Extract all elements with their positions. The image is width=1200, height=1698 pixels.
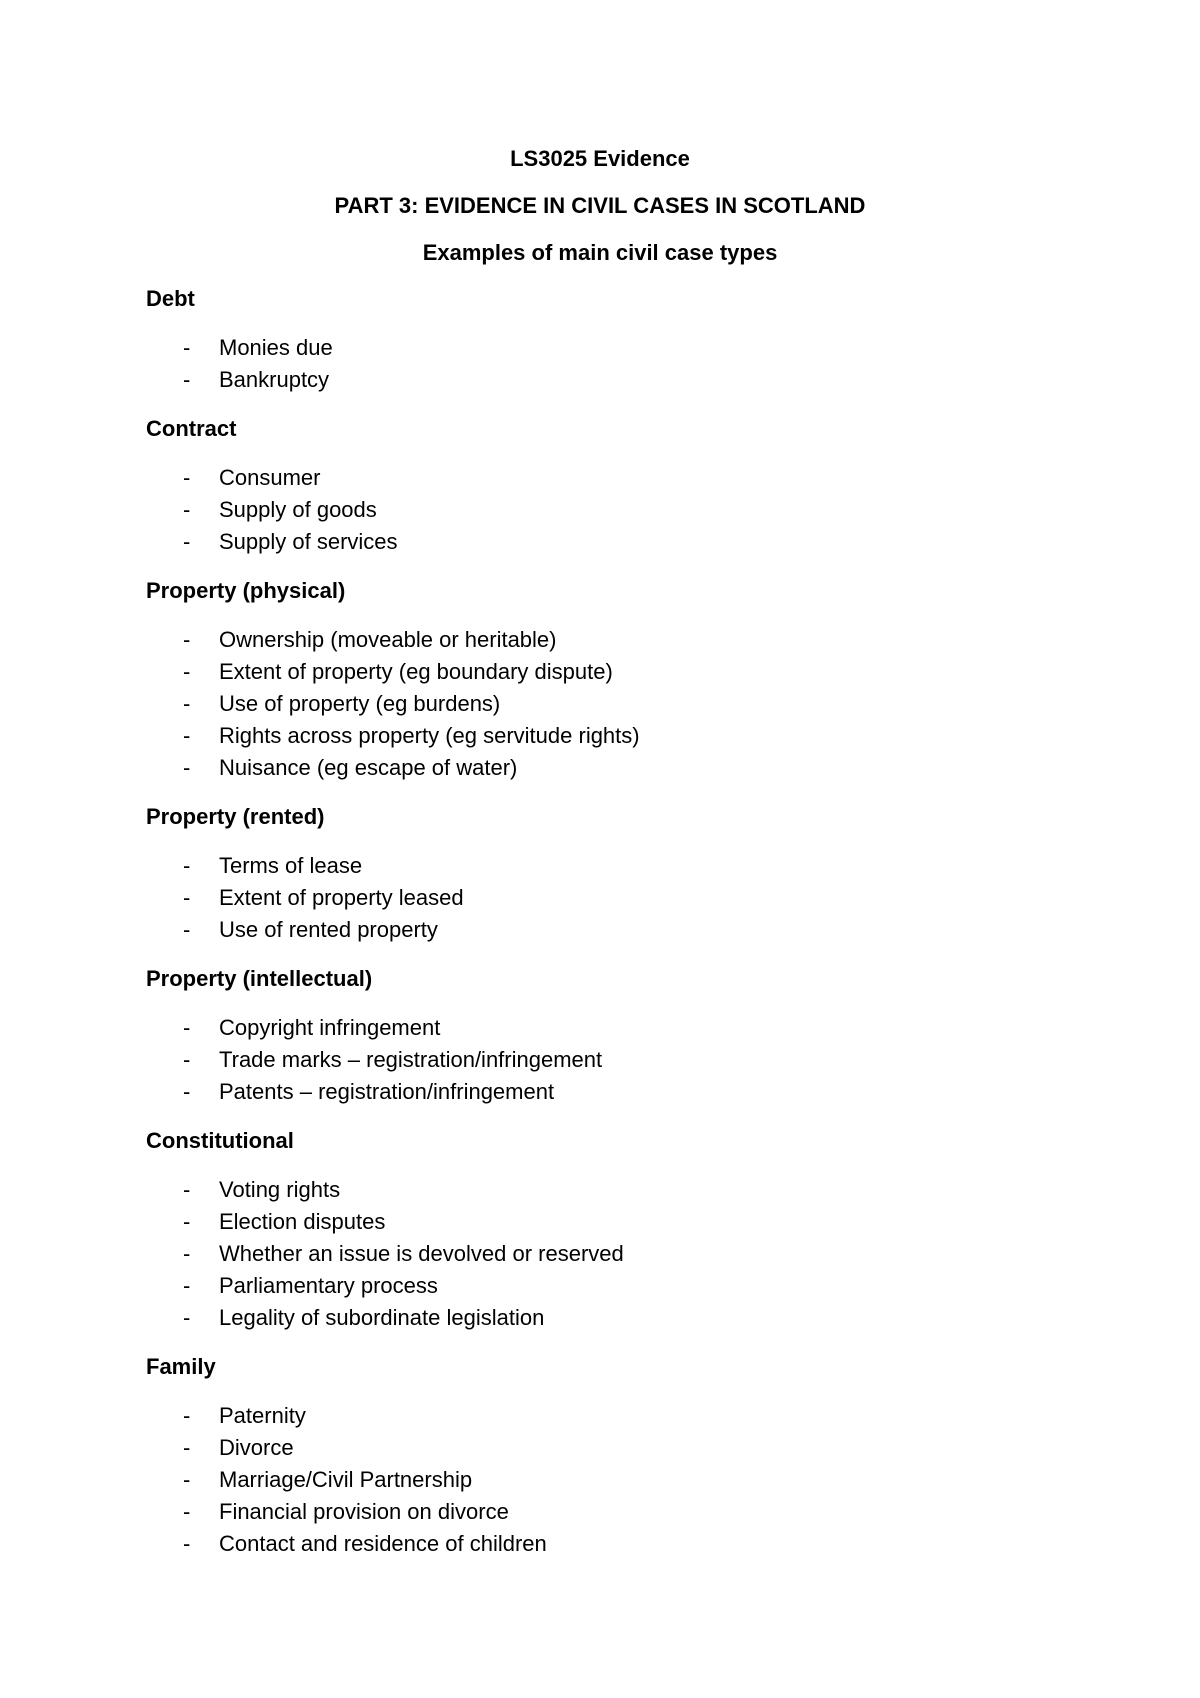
case-type-section — [146, 286, 1046, 396]
bullet-list — [146, 1400, 1046, 1560]
list-item — [146, 1206, 1046, 1238]
list-item — [146, 850, 1046, 882]
dash-bullet: - — [183, 1015, 191, 1040]
case-type-section — [146, 416, 1046, 558]
list-item-text: Use of rented property — [219, 917, 438, 942]
list-item-text: Terms of lease — [219, 853, 363, 878]
dash-bullet: - — [183, 1531, 191, 1556]
list-item — [146, 656, 1046, 688]
list-item — [146, 1432, 1046, 1464]
bullet-list — [146, 1012, 1046, 1108]
case-type-section — [146, 804, 1046, 946]
dash-bullet: - — [183, 1273, 191, 1298]
list-item-text: Supply of services — [219, 529, 398, 554]
list-item-text: Legality of subordinate legislation — [219, 1305, 545, 1330]
list-item — [146, 1270, 1046, 1302]
section-heading: Constitutional — [146, 1128, 294, 1153]
dash-bullet: - — [183, 529, 191, 554]
dash-bullet: - — [183, 723, 191, 748]
list-item-text: Voting rights — [219, 1177, 341, 1202]
section-heading: Property (intellectual) — [146, 966, 373, 991]
list-item-text: Marriage/Civil Partnership — [219, 1467, 473, 1492]
list-item — [146, 914, 1046, 946]
section-heading: Debt — [146, 286, 195, 311]
dash-bullet: - — [183, 691, 191, 716]
list-item-text: Extent of property (eg boundary dispute) — [219, 659, 613, 684]
list-item-text: Copyright infringement — [219, 1015, 441, 1040]
document-title: LS3025 Evidence — [510, 146, 690, 171]
dash-bullet: - — [183, 1499, 191, 1524]
dash-bullet: - — [183, 1079, 191, 1104]
list-item-text: Trade marks – registration/infringement — [219, 1047, 603, 1072]
section-heading: Contract — [146, 416, 237, 441]
bullet-list — [146, 624, 1046, 784]
dash-bullet: - — [183, 367, 191, 392]
list-item — [146, 1012, 1046, 1044]
list-item-text: Divorce — [219, 1435, 294, 1460]
dash-bullet: - — [183, 1177, 191, 1202]
dash-bullet: - — [183, 1435, 191, 1460]
list-item-text: Nuisance (eg escape of water) — [219, 755, 518, 780]
list-item — [146, 1174, 1046, 1206]
list-item-text: Ownership (moveable or heritable) — [219, 627, 557, 652]
list-item — [146, 1238, 1046, 1270]
list-item — [146, 1496, 1046, 1528]
dash-bullet: - — [183, 1209, 191, 1234]
dash-bullet: - — [183, 755, 191, 780]
dash-bullet: - — [183, 1467, 191, 1492]
list-item — [146, 462, 1046, 494]
list-item-text: Supply of goods — [219, 497, 377, 522]
section-heading: Family — [146, 1354, 216, 1379]
list-item-text: Use of property (eg burdens) — [219, 691, 501, 716]
case-type-section — [146, 1354, 1046, 1560]
dash-bullet: - — [183, 335, 191, 360]
dash-bullet: - — [183, 917, 191, 942]
list-item — [146, 332, 1046, 364]
list-item-text: Paternity — [219, 1403, 306, 1428]
dash-bullet: - — [183, 497, 191, 522]
document-subtitle: PART 3: EVIDENCE IN CIVIL CASES IN SCOTLAND — [334, 193, 866, 218]
case-type-list — [146, 286, 1046, 1580]
document-heading: Examples of main civil case types — [422, 240, 778, 265]
bullet-list — [146, 332, 1046, 396]
list-item-text: Bankruptcy — [219, 367, 330, 392]
list-item — [146, 1076, 1046, 1108]
list-item-text: Financial provision on divorce — [219, 1499, 509, 1524]
list-item-text: Rights across property (eg servitude rights) — [219, 723, 640, 748]
dash-bullet: - — [183, 465, 191, 490]
section-heading: Property (physical) — [146, 578, 346, 603]
dash-bullet: - — [183, 853, 191, 878]
list-item — [146, 1528, 1046, 1560]
list-item — [146, 1464, 1046, 1496]
list-item — [146, 526, 1046, 558]
bullet-list — [146, 850, 1046, 946]
dash-bullet: - — [183, 627, 191, 652]
bullet-list — [146, 462, 1046, 558]
case-type-section — [146, 578, 1046, 784]
list-item-text: Patents – registration/infringement — [219, 1079, 555, 1104]
list-item-text: Extent of property leased — [219, 885, 464, 910]
dash-bullet: - — [183, 1305, 191, 1330]
dash-bullet: - — [183, 659, 191, 684]
case-type-section — [146, 1128, 1046, 1334]
list-item — [146, 1400, 1046, 1432]
list-item — [146, 688, 1046, 720]
list-item — [146, 1302, 1046, 1334]
list-item — [146, 624, 1046, 656]
dash-bullet: - — [183, 1241, 191, 1266]
list-item — [146, 752, 1046, 784]
dash-bullet: - — [183, 1047, 191, 1072]
list-item-text: Monies due — [219, 335, 333, 360]
list-item — [146, 1044, 1046, 1076]
dash-bullet: - — [183, 1403, 191, 1428]
dash-bullet: - — [183, 885, 191, 910]
list-item — [146, 494, 1046, 526]
case-type-section — [146, 966, 1046, 1108]
list-item — [146, 364, 1046, 396]
list-item — [146, 720, 1046, 752]
list-item-text: Election disputes — [219, 1209, 386, 1234]
list-item — [146, 882, 1046, 914]
list-item-text: Whether an issue is devolved or reserved — [219, 1241, 624, 1266]
list-item-text: Parliamentary process — [219, 1273, 438, 1298]
list-item-text: Contact and residence of children — [219, 1531, 547, 1556]
bullet-list — [146, 1174, 1046, 1334]
list-item-text: Consumer — [219, 465, 321, 490]
section-heading: Property (rented) — [146, 804, 325, 829]
